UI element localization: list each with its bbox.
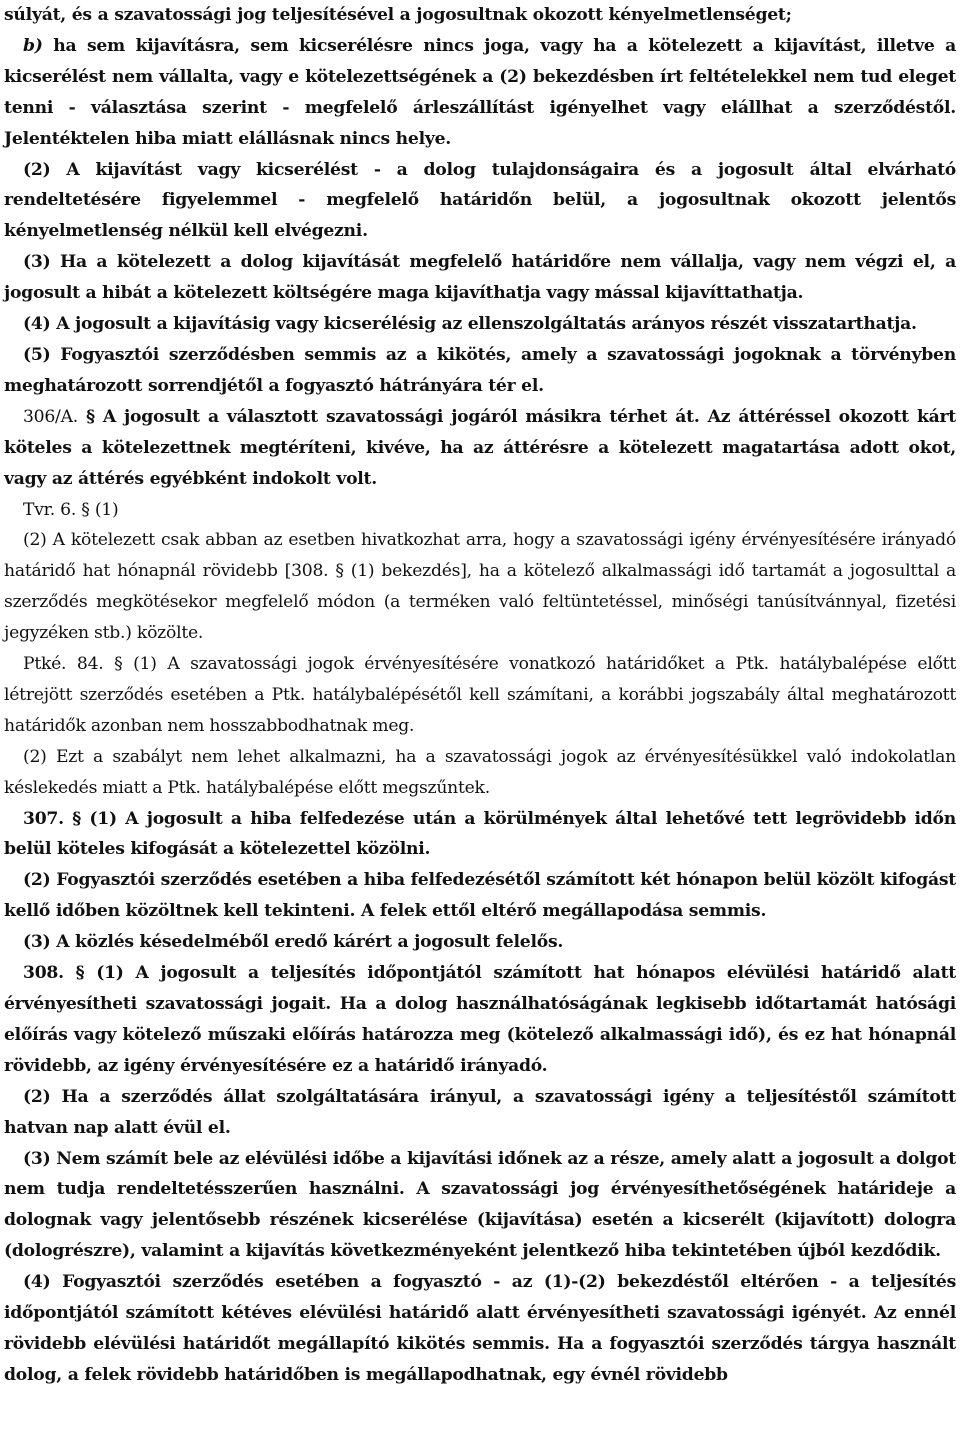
- paragraph-14: 308. § (1) A jogosult a teljesítés időpontjától számított hat hónapos elévülési határidő alatt érvényesítheti szavatossági jogait. Ha a dolog használhatóságának legkisebb időtartamát hatósági előírás vagy kötelező műszaki előírás határozza meg (kötelező alkalmassági idő), és ez hat hónapnál rövidebb, az igény érvényesítésére ez a határidő irányadó.: [4, 963, 956, 1076]
- paragraph-6-body: § A jogosult a választott szavatossági jogáról másikra térhet át. Az áttéréssel okozott kárt köteles a kötelezettnek megtéríteni, kivéve, ha az áttérésre a kötelezett magatartása adott okot, vagy az áttérés egyébként indokolt volt.: [4, 406, 956, 489]
- paragraph-3: (3) Ha a kötelezett a dolog kijavítását megfelelő határidőre nem vállalja, vagy nem végzi el, a jogosult a hibát a kötelezett költségére maga kijavíthatja vagy mással kijavíttathatja.: [4, 252, 956, 304]
- paragraph-13: (3) A közlés késedelméből eredő kárért a jogosult felelős.: [23, 932, 564, 953]
- paragraph-2: (2) A kijavítást vagy kicserélést - a dolog tulajdonságaira és a jogosult által elvárható rendeltetésére figyelemmel - megfelelő határidőn belül, a jogosultnak okozott jelentős kényelmetlenség nélkül kell elvégezni.: [4, 159, 956, 242]
- paragraph-7: Tvr. 6. § (1): [23, 499, 119, 520]
- paragraph-6: [4, 402, 956, 495]
- paragraph-1: [4, 31, 956, 155]
- paragraph-5: (5) Fogyasztói szerződésben semmis az a kikötés, amely a szavatossági jogoknak a törvényben meghatározott sorrendjétől a fogyasztó hátrányára tér el.: [4, 344, 956, 396]
- section-number-306a: 306/A.: [23, 406, 78, 427]
- paragraph-8: (2) A kötelezett csak abban az esetben hivatkozhat arra, hogy a szavatossági igény érvényesítésére irányadó határidő hat hónapnál rövidebb [308. § (1) bekezdés], ha a kötelező alkalmassági idő tartamát a jogosulttal a szerződés megkötésekor megfelelő módon (a terméken való feltüntetéssel, minőségi tanúsítvánnyal, fizetési jegyzéken stb.) közölte.: [4, 530, 956, 644]
- paragraph-1-body: ha sem kijavításra, sem kicserélésre nincs joga, vagy ha a kötelezett a kijavítást, illetve a kicserélést nem vállalta, vagy e kötelezettségének a (2) bekezdésben írt feltételekkel nem tud eleget tenni - választása szerint - megfelelő árleszállítást igényelhet vagy elállhat a szerződéstől. Jelentéktelen hiba miatt elállásnak nincs helye.: [4, 35, 956, 149]
- paragraph-16: (3) Nem számít bele az elévülési időbe a kijavítási időnek az a része, amely alatt a jogosult a dolgot nem tudja rendeltetésszerűen használni. A szavatossági jog érvényesíthetőségének határideje a dolognak vagy jelentősebb részének kicserélése (kijavítása) esetén a kicserélt (kijavított) dologra (dologrészre), valamint a kijavítás következményeként jelentkező hiba tekintetében újból kezdődik.: [4, 1148, 956, 1262]
- paragraph-4: (4) A jogosult a kijavításig vagy kicserélésig az ellenszolgáltatás arányos részét visszatarthatja.: [23, 314, 917, 335]
- paragraph-9: Ptké. 84. § (1) A szavatossági jogok érvényesítésére vonatkozó határidőket a Ptk. hatálybalépése előtt létrejött szerződés esetében a Ptk. hatálybalépésétől kell számítani, a korábbi jogszabály által meghatározott határidők azonban nem hosszabbodhatnak meg.: [4, 654, 956, 736]
- paragraph-11: 307. § (1) A jogosult a hiba felfedezése után a körülmények által lehetővé tett legrövidebb időn belül köteles kifogását a kötelezettel közölni.: [4, 808, 956, 860]
- paragraph-17: (4) Fogyasztói szerződés esetében a fogyasztó - az (1)-(2) bekezdéstől eltérően - a teljesítés időpontjától számított kétéves elévülési határidő alatt érvényesítheti szavatossági igényét. Az ennél rövidebb elévülési határidőt megállapító kikötés semmis. Ha a fogyasztói szerződés tárgya használt dolog, a felek rövidebb határidőben is megállapodhatnak, egy évnél rövidebb: [4, 1272, 956, 1385]
- paragraph-15: (2) Ha a szerződés állat szolgáltatására irányul, a szavatossági igény a teljesítéstől számított hatvan nap alatt évül el.: [4, 1086, 956, 1138]
- paragraph-0: súlyát, és a szavatossági jog teljesítésével a jogosultnak okozott kényelmetlenséget;: [4, 5, 792, 25]
- paragraph-12: (2) Fogyasztói szerződés esetében a hiba felfedezésétől számított két hónapon belül közölt kifogást kellő időben közöltnek kell tekinteni. A felek ettől eltérő megállapodása semmis.: [4, 870, 956, 922]
- paragraph-10: (2) Ezt a szabályt nem lehet alkalmazni, ha a szavatossági jogok az érvényesítésükkel való indokolatlan késlekedés miatt a Ptk. hatálybalépése előtt megszűntek.: [4, 746, 956, 798]
- item-label-b: b): [23, 35, 43, 56]
